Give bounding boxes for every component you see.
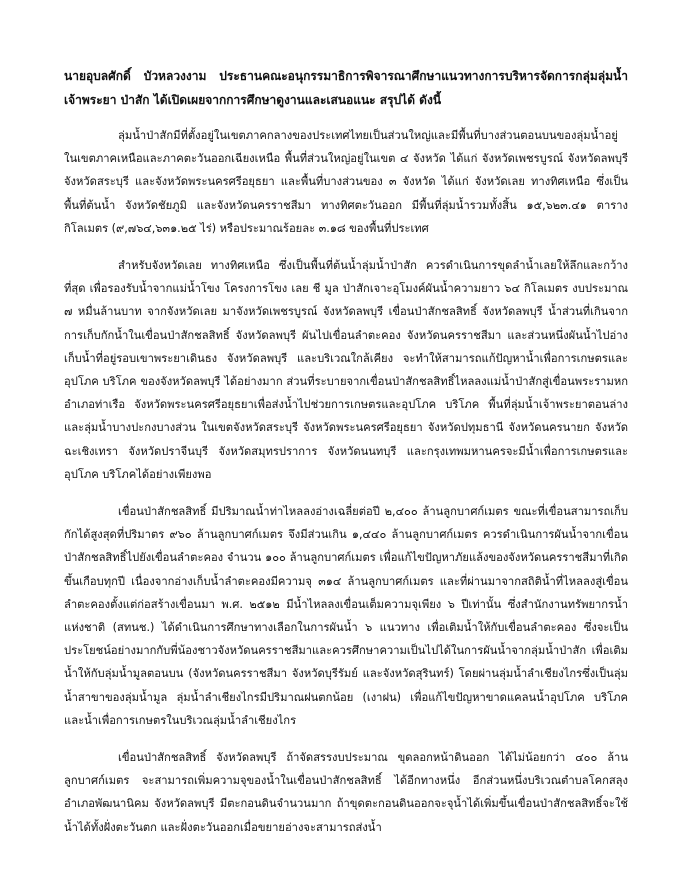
paragraph-basin-overview: ลุ่มน้ำป่าสักมีที่ตั้งอยู่ในเขตภาคกลางของประเทศไทยเป็นส่วนใหญ่และมีพื้นที่บางส่วนตอนบนของลุ่มน้ำอยู่ในเขตภาคเหนือและภาคตะวันออกเฉียงเหนือ พื้นที่ส่วนใหญ่อยู่ในเขต ๔ จังหวัด ได้แก่ จังหวัดเพชรบูรณ์ จังหวัดลพบุรี จังหวัดสระบุรี และจังหวัดพระนครศรีอยุธยา และพื้นที่บางส่วนของ ๓ จังหวัด ได้แก่ จังหวัดเลย ทางทิศเหนือ ซึ่งเป็นพื้นที่ต้นน้ำ จังหวัดชัยภูมิ และจังหวัดนครราชสีมา ทางทิศตะวันออก มีพื้นที่ลุ่มน้ำรวมทั้งสิ้น ๑๕,๖๒๓.๔๑ ตารางกิโลเมตร (๙,๗๖๔,๖๓๑.๒๕ ไร่) หรือประมาณร้อยละ ๓.๑๘ ของพื้นที่ประเทศ: [64, 129, 628, 235]
paragraph-dam-capacity: เขื่อนป่าสักชลสิทธิ์ มีปริมาณน้ำท่าไหลลงอ่างเฉลี่ยต่อปี ๒,๔๐๐ ล้านลูกบาศก์เมตร ขณะที่เขื่อนสามารถเก็บกักได้สูงสุดที่ปริมาตร ๙๖๐ ล้านลูกบาศก์เมตร จึงมีส่วนเกิน ๑,๔๔๐ ล้านลูกบาศก์เมตร ควรดำเนินการผันน้ำจากเขื่อนป่าสักชลสิทธิ์ไปยังเขื่อนลำตะคอง จำนวน ๑๐๐ ล้านลูกบาศก์เมตร เพื่อแก้ไขปัญหาภัยแล้งของจังหวัดนครราชสีมาที่เกิดขึ้นเกือบทุกปี เนื่องจากอ่างเก็บน้ำลำตะคองมีความจุ ๓๑๔ ล้านลูกบาศก์เมตร และที่ผ่านมาจากสถิติน้ำที่ไหลลงสู่เขื่อนลำตะคองตั้งแต่ก่อสร้างเขื่อนมา พ.ศ. ๒๕๑๒ มีน้ำไหลลงเขื่อนเต็มความจุเพียง ๖ ปีเท่านั้น ซึ่งสำนักงานทรัพยากรน้ำแห่งชาติ (สทนช.) ได้ดำเนินการศึกษาทางเลือกในการผันน้ำ ๖ แนวทาง เพื่อเติมน้ำให้กับเขื่อนลำตะคอง ซึ่งจะเป็นประโยชน์อย่างมากกับพี่น้องชาวจังหวัดนครราชสีมาและควรศึกษาความเป็นไปได้ในการผันน้ำจากลุ่มน้ำป่าสัก เพื่อเติมน้ำให้กับลุ่มน้ำมูลตอนบน (จังหวัดนครราชสีมา จังหวัดบุรีรัมย์ และจังหวัดสุรินทร์) โดยผ่านลุ่มน้ำลำเชียงไกรซึ่งเป็นลุ่มน้ำสาขาของลุ่มน้ำมูล ลุ่มน้ำลำเชียงไกรมีปริมาณฝนตกน้อย (เงาฝน) เพื่อแก้ไขปัญหาขาดแคลนน้ำอุปโภค บริโภค และน้ำเพื่อการเกษตรในบริเวณลุ่มน้ำลำเชียงไกร: [64, 505, 628, 727]
paragraph-sediment-dredging: เขื่อนป่าสักชลสิทธิ์ จังหวัดลพบุรี ถ้าจัดสรรงบประมาณ ขุดลอกหน้าดินออก ได้ไม่น้อยกว่า ๔๐๐ ล้านลูกบาศก์เมตร จะสามารถเพิ่มความจุของน้ำในเขื่อนป่าสักชลสิทธิ์ ได้อีกทางหนึ่ง อีกส่วนหนึ่งบริเวณตำบลโคกสลุง อำเภอพัฒนานิคม จังหวัดลพบุรี มีตะกอนดินจำนวนมาก ถ้าขุดตะกอนดินออกจะจุน้ำได้เพิ่มขึ้นเขื่อนป่าสักชลสิทธิ์จะใช้น้ำได้ทั้งฝั่งตะวันตก และฝั่งตะวันออกเมื่อขยายอ่างจะสามารถส่งน้ำ: [64, 751, 628, 834]
document-heading: นายอุบลศักดิ์ บัวหลวงงาม ประธานคณะอนุกรรมาธิการพิจารณาศึกษาแนวทางการบริหารจัดการกลุ่มลุ่มน้ำเจ้าพระยา ป่าสัก ได้เปิดเผยจากการศึกษาดูงานและเสนอแนะ สรุปได้ ดังนี้: [64, 69, 628, 107]
paragraph-loei-diversion: สำหรับจังหวัดเลย ทางทิศเหนือ ซึ่งเป็นพื้นที่ต้นน้ำลุ่มน้ำป่าสัก ควรดำเนินการขุดลำน้ำเลยให้ลึกและกว้างที่สุด เพื่อรองรับน้ำจากแม่น้ำโขง โครงการโขง เลย ชี มูล ป่าสักเจาะอุโมงค์ผันน้ำความยาว ๖๔ กิโลเมตร งบประมาณ ๗ หมื่นล้านบาท จากจังหวัดเลย มาจังหวัดเพชรบูรณ์ จังหวัดลพบุรี เขื่อนป่าสักชลสิทธิ์ จังหวัดลพบุรี น้ำส่วนที่เกินจากการเก็บกักน้ำในเขื่อนป่าสักชลสิทธิ์ จังหวัดลพบุรี ผันไปเขื่อนลำตะคอง จังหวัดนครราชสีมา และส่วนหนึ่งผันน้ำไปอ่างเก็บน้ำที่อยู่รอบเขาพระยาเดินธง จังหวัดลพบุรี และบริเวณใกล้เคียง จะทำให้สามารถแก้ปัญหาน้ำเพื่อการเกษตรและอุปโภค บริโภค ของจังหวัดลพบุรี ได้อย่างมาก ส่วนที่ระบายจากเขื่อนป่าสักชลสิทธิ์ไหลลงแม่น้ำป่าสักสู่เขื่อนพระรามหก อำเภอท่าเรือ จังหวัดพระนครศรีอยุธยาเพื่อส่งน้ำไปช่วยการเกษตรและอุปโภค บริโภค พื้นที่ลุ่มน้ำเจ้าพระยาตอนล่างและลุ่มน้ำบางปะกงบางส่วน ในเขตจังหวัดสระบุรี จังหวัดพระนครศรีอยุธยา จังหวัดปทุมธานี จังหวัดนครนายก จังหวัดฉะเชิงเทรา จังหวัดปราจีนบุรี จังหวัดสมุทรปราการ จังหวัดนนทบุรี และกรุงเทพมหานครจะมีน้ำเพื่อการเกษตรและอุปโภค บริโภคได้อย่างเพียงพอ: [64, 259, 628, 481]
